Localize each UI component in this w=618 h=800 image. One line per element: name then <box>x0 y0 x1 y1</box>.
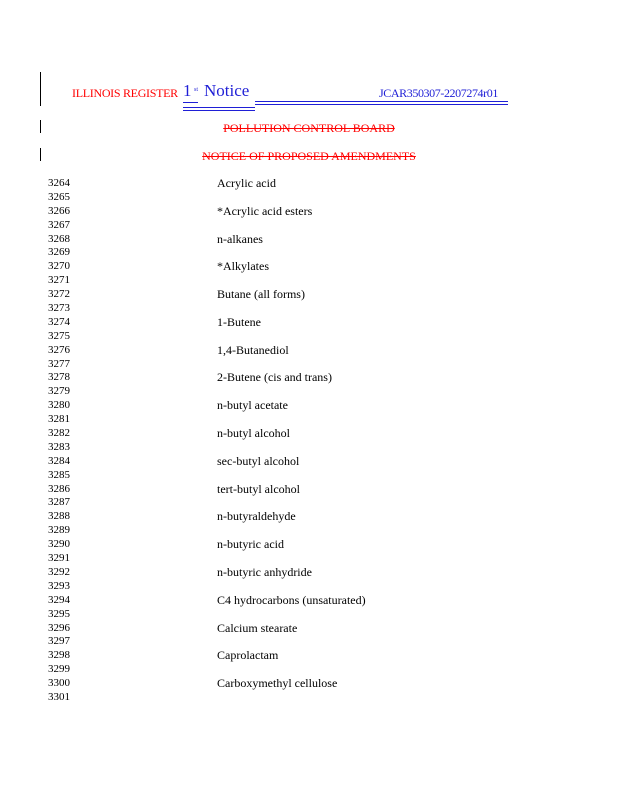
header-rule <box>183 110 255 111</box>
line-number: 3268 <box>48 232 70 245</box>
list-item <box>48 427 548 441</box>
chemical-name: 2-Butene (cis and trans) <box>217 370 332 385</box>
line-number: 3298 <box>48 649 70 662</box>
chemical-name: 1,4-Butanediol <box>217 342 289 357</box>
list-item <box>48 622 548 636</box>
line-number: 3287 <box>48 496 70 509</box>
list-item <box>48 496 548 510</box>
list-item <box>48 316 548 330</box>
line-number: 3266 <box>48 204 70 217</box>
list-item <box>48 371 548 385</box>
list-item <box>48 552 548 566</box>
list-item <box>48 524 548 538</box>
chemical-name: *Alkylates <box>217 259 269 274</box>
list-item <box>48 274 548 288</box>
line-number: 3280 <box>48 399 70 412</box>
line-number: 3279 <box>48 385 70 398</box>
line-number: 3301 <box>48 690 70 703</box>
chemical-name: n-butyric anhydride <box>217 564 312 579</box>
document-id: JCAR350307-2207274r01 <box>379 86 498 100</box>
list-item <box>48 483 548 497</box>
chemical-name: C4 hydrocarbons (unsaturated) <box>217 592 366 607</box>
list-item <box>48 635 548 649</box>
list-item <box>48 288 548 302</box>
list-item <box>48 538 548 552</box>
line-list <box>48 177 548 705</box>
line-number: 3286 <box>48 482 70 495</box>
line-number: 3291 <box>48 552 70 565</box>
list-item <box>48 205 548 219</box>
chemical-name: Calcium stearate <box>217 620 298 635</box>
issue-superscript: st <box>194 87 199 93</box>
list-item <box>48 594 548 608</box>
list-item <box>48 580 548 594</box>
line-number: 3296 <box>48 621 70 634</box>
line-number: 3270 <box>48 260 70 273</box>
line-number: 3265 <box>48 190 70 203</box>
line-number: 3283 <box>48 440 70 453</box>
list-item <box>48 566 548 580</box>
list-item <box>48 413 548 427</box>
line-number: 3300 <box>48 677 70 690</box>
line-number: 3288 <box>48 510 70 523</box>
line-number: 3297 <box>48 635 70 648</box>
line-number: 3282 <box>48 427 70 440</box>
line-number: 3285 <box>48 468 70 481</box>
chemical-name: sec-butyl alcohol <box>217 453 300 468</box>
list-item <box>48 302 548 316</box>
list-item <box>48 233 548 247</box>
chemical-name: Butane (all forms) <box>217 287 305 302</box>
line-number: 3273 <box>48 302 70 315</box>
chemical-name: Acrylic acid <box>217 176 276 190</box>
line-number: 3284 <box>48 454 70 467</box>
line-number: 3274 <box>48 315 70 328</box>
list-item <box>48 177 548 191</box>
notice-heading: NOTICE OF PROPOSED AMENDMENTS <box>202 149 416 163</box>
chemical-name: n-butyl alcohol <box>217 426 290 441</box>
list-item <box>48 608 548 622</box>
list-item <box>48 246 548 260</box>
line-number: 3272 <box>48 288 70 301</box>
chemical-name: *Acrylic acid esters <box>217 203 313 218</box>
list-item <box>48 441 548 455</box>
line-number: 3289 <box>48 524 70 537</box>
change-bar <box>40 72 41 106</box>
list-item <box>48 344 548 358</box>
issue-number: 1 <box>183 81 192 100</box>
register-label: ILLINOIS REGISTER <box>72 86 178 100</box>
list-item <box>48 330 548 344</box>
header-rule <box>255 101 508 102</box>
list-item <box>48 663 548 677</box>
list-item <box>48 677 548 691</box>
notice-label: Notice <box>204 81 250 100</box>
line-number: 3293 <box>48 579 70 592</box>
line-number: 3290 <box>48 538 70 551</box>
line-number: 3269 <box>48 246 70 259</box>
line-number: 3271 <box>48 274 70 287</box>
chemical-name: 1-Butene <box>217 314 261 329</box>
chemical-name: n-butyl acetate <box>217 398 288 413</box>
list-item <box>48 510 548 524</box>
line-number: 3267 <box>48 218 70 231</box>
chemical-name: Carboxymethyl cellulose <box>217 676 338 691</box>
line-number: 3276 <box>48 343 70 356</box>
list-item <box>48 691 548 705</box>
header-rule <box>183 107 255 108</box>
line-number: 3278 <box>48 371 70 384</box>
agency-heading: POLLUTION CONTROL BOARD <box>223 121 395 135</box>
header-rule <box>255 104 508 105</box>
line-number: 3295 <box>48 607 70 620</box>
chemical-name: n-butyric acid <box>217 537 284 552</box>
line-number: 3294 <box>48 593 70 606</box>
list-item <box>48 649 548 663</box>
line-number: 3292 <box>48 565 70 578</box>
chemical-name: Caprolactam <box>217 648 279 663</box>
line-number: 3299 <box>48 663 70 676</box>
list-item <box>48 469 548 483</box>
list-item <box>48 191 548 205</box>
header-rule <box>183 102 198 103</box>
list-item <box>48 455 548 469</box>
list-item <box>48 260 548 274</box>
chemical-name: n-alkanes <box>217 231 263 246</box>
line-number: 3264 <box>48 177 70 189</box>
list-item <box>48 219 548 233</box>
line-number: 3281 <box>48 413 70 426</box>
chemical-name: tert-butyl alcohol <box>217 481 300 496</box>
chemical-name: n-butyraldehyde <box>217 509 296 524</box>
line-number: 3277 <box>48 357 70 370</box>
list-item <box>48 399 548 413</box>
list-item <box>48 385 548 399</box>
list-item <box>48 358 548 372</box>
line-number: 3275 <box>48 329 70 342</box>
